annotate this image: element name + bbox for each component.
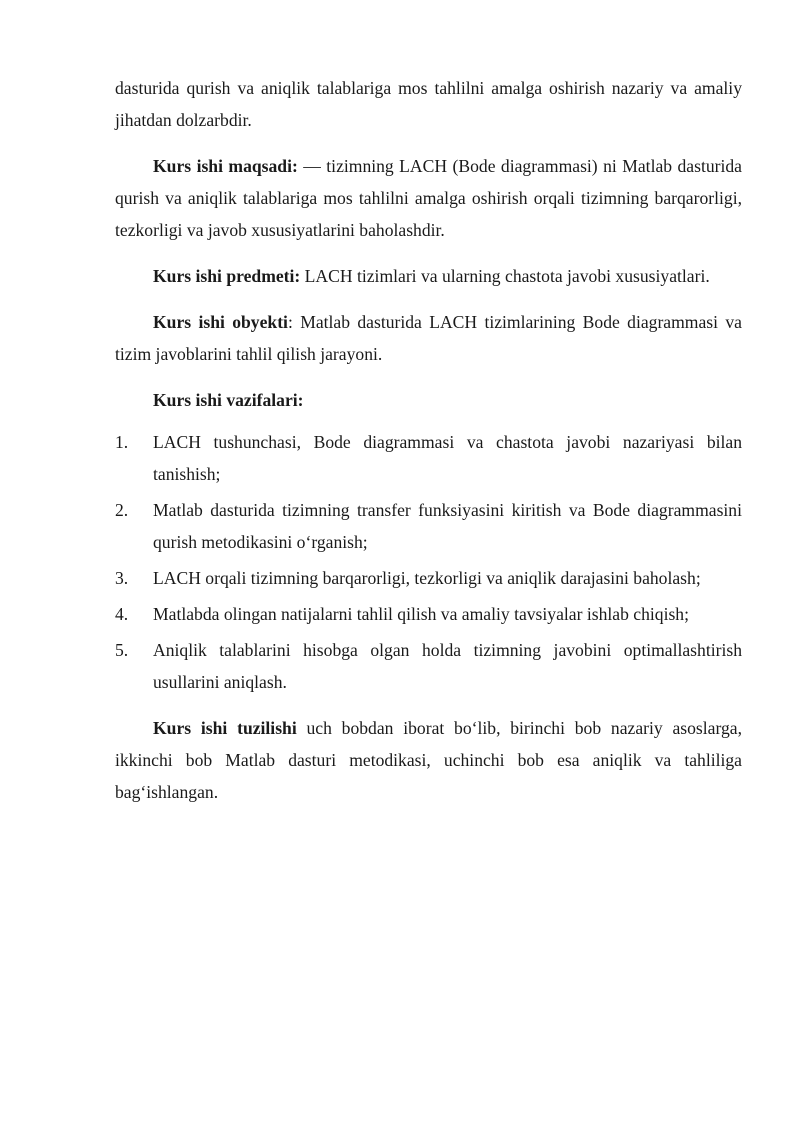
- list-item-number: 1.: [115, 432, 129, 452]
- goal-label: Kurs ishi maqsadi:: [153, 156, 298, 176]
- list-item-number: 3.: [115, 568, 129, 588]
- tasks-heading: Kurs ishi vazifalari:: [153, 390, 304, 410]
- list-item-text: Aniqlik talablarini hisobga olgan holda tizimning javobini optimallashtirish usullarini aniqlash.: [153, 640, 742, 692]
- subject-text: LACH tizimlari va ularning chastota javobi xususiyatlari.: [300, 266, 710, 286]
- document-body: [115, 72, 742, 808]
- list-item-number: 4.: [115, 604, 129, 624]
- intro-paragraph: dasturida qurish va aniqlik talablariga mos tahlilni amalga oshirish nazariy va amaliy jihatdan dolzarbdir.: [115, 78, 742, 130]
- list-item-text: Matlab dasturida tizimning transfer funksiyasini kiritish va Bode diagrammasini qurish metodikasini o‘rganish;: [153, 500, 742, 552]
- structure-paragraph: [115, 712, 742, 808]
- goal-text: — tizimning LACH (Bode diagrammasi) ni Matlab dasturida qurish va aniqlik talablariga mos tahlilni amalga oshirish orqali tizimning barqarorligi, tezkorligi va javob xususiyatlarini baholashdir.: [115, 156, 742, 240]
- structure-text: uch bobdan iborat bo‘lib, birinchi bob nazariy asoslarga, ikkinchi bob Matlab dasturi metodikasi, uchinchi bob esa aniqlik va tahliliga bag‘ishlangan.: [115, 718, 742, 802]
- object-paragraph: [115, 306, 742, 370]
- list-item: [115, 634, 742, 698]
- list-item-text: LACH orqali tizimning barqarorligi, tezkorligi va aniqlik darajasini baholash;: [153, 568, 701, 588]
- list-item: [115, 598, 742, 630]
- list-item-number: 5.: [115, 640, 129, 660]
- list-item: [115, 562, 742, 594]
- subject-label: Kurs ishi predmeti:: [153, 266, 301, 286]
- object-text: : Matlab dasturida LACH tizimlarining Bode diagrammasi va tizim javoblarini tahlil qilish jarayoni.: [115, 312, 742, 364]
- list-item: [115, 426, 742, 490]
- structure-label: Kurs ishi tuzilishi: [153, 718, 297, 738]
- tasks-list: [115, 426, 742, 698]
- list-item-text: Matlabda olingan natijalarni tahlil qilish va amaliy tavsiyalar ishlab chiqish;: [153, 604, 689, 624]
- list-item: [115, 494, 742, 558]
- subject-paragraph: [115, 260, 742, 292]
- goal-paragraph: [115, 150, 742, 246]
- object-label: Kurs ishi obyekti: [153, 312, 288, 332]
- list-item-text: LACH tushunchasi, Bode diagrammasi va chastota javobi nazariyasi bilan tanishish;: [153, 432, 742, 484]
- list-item-number: 2.: [115, 500, 129, 520]
